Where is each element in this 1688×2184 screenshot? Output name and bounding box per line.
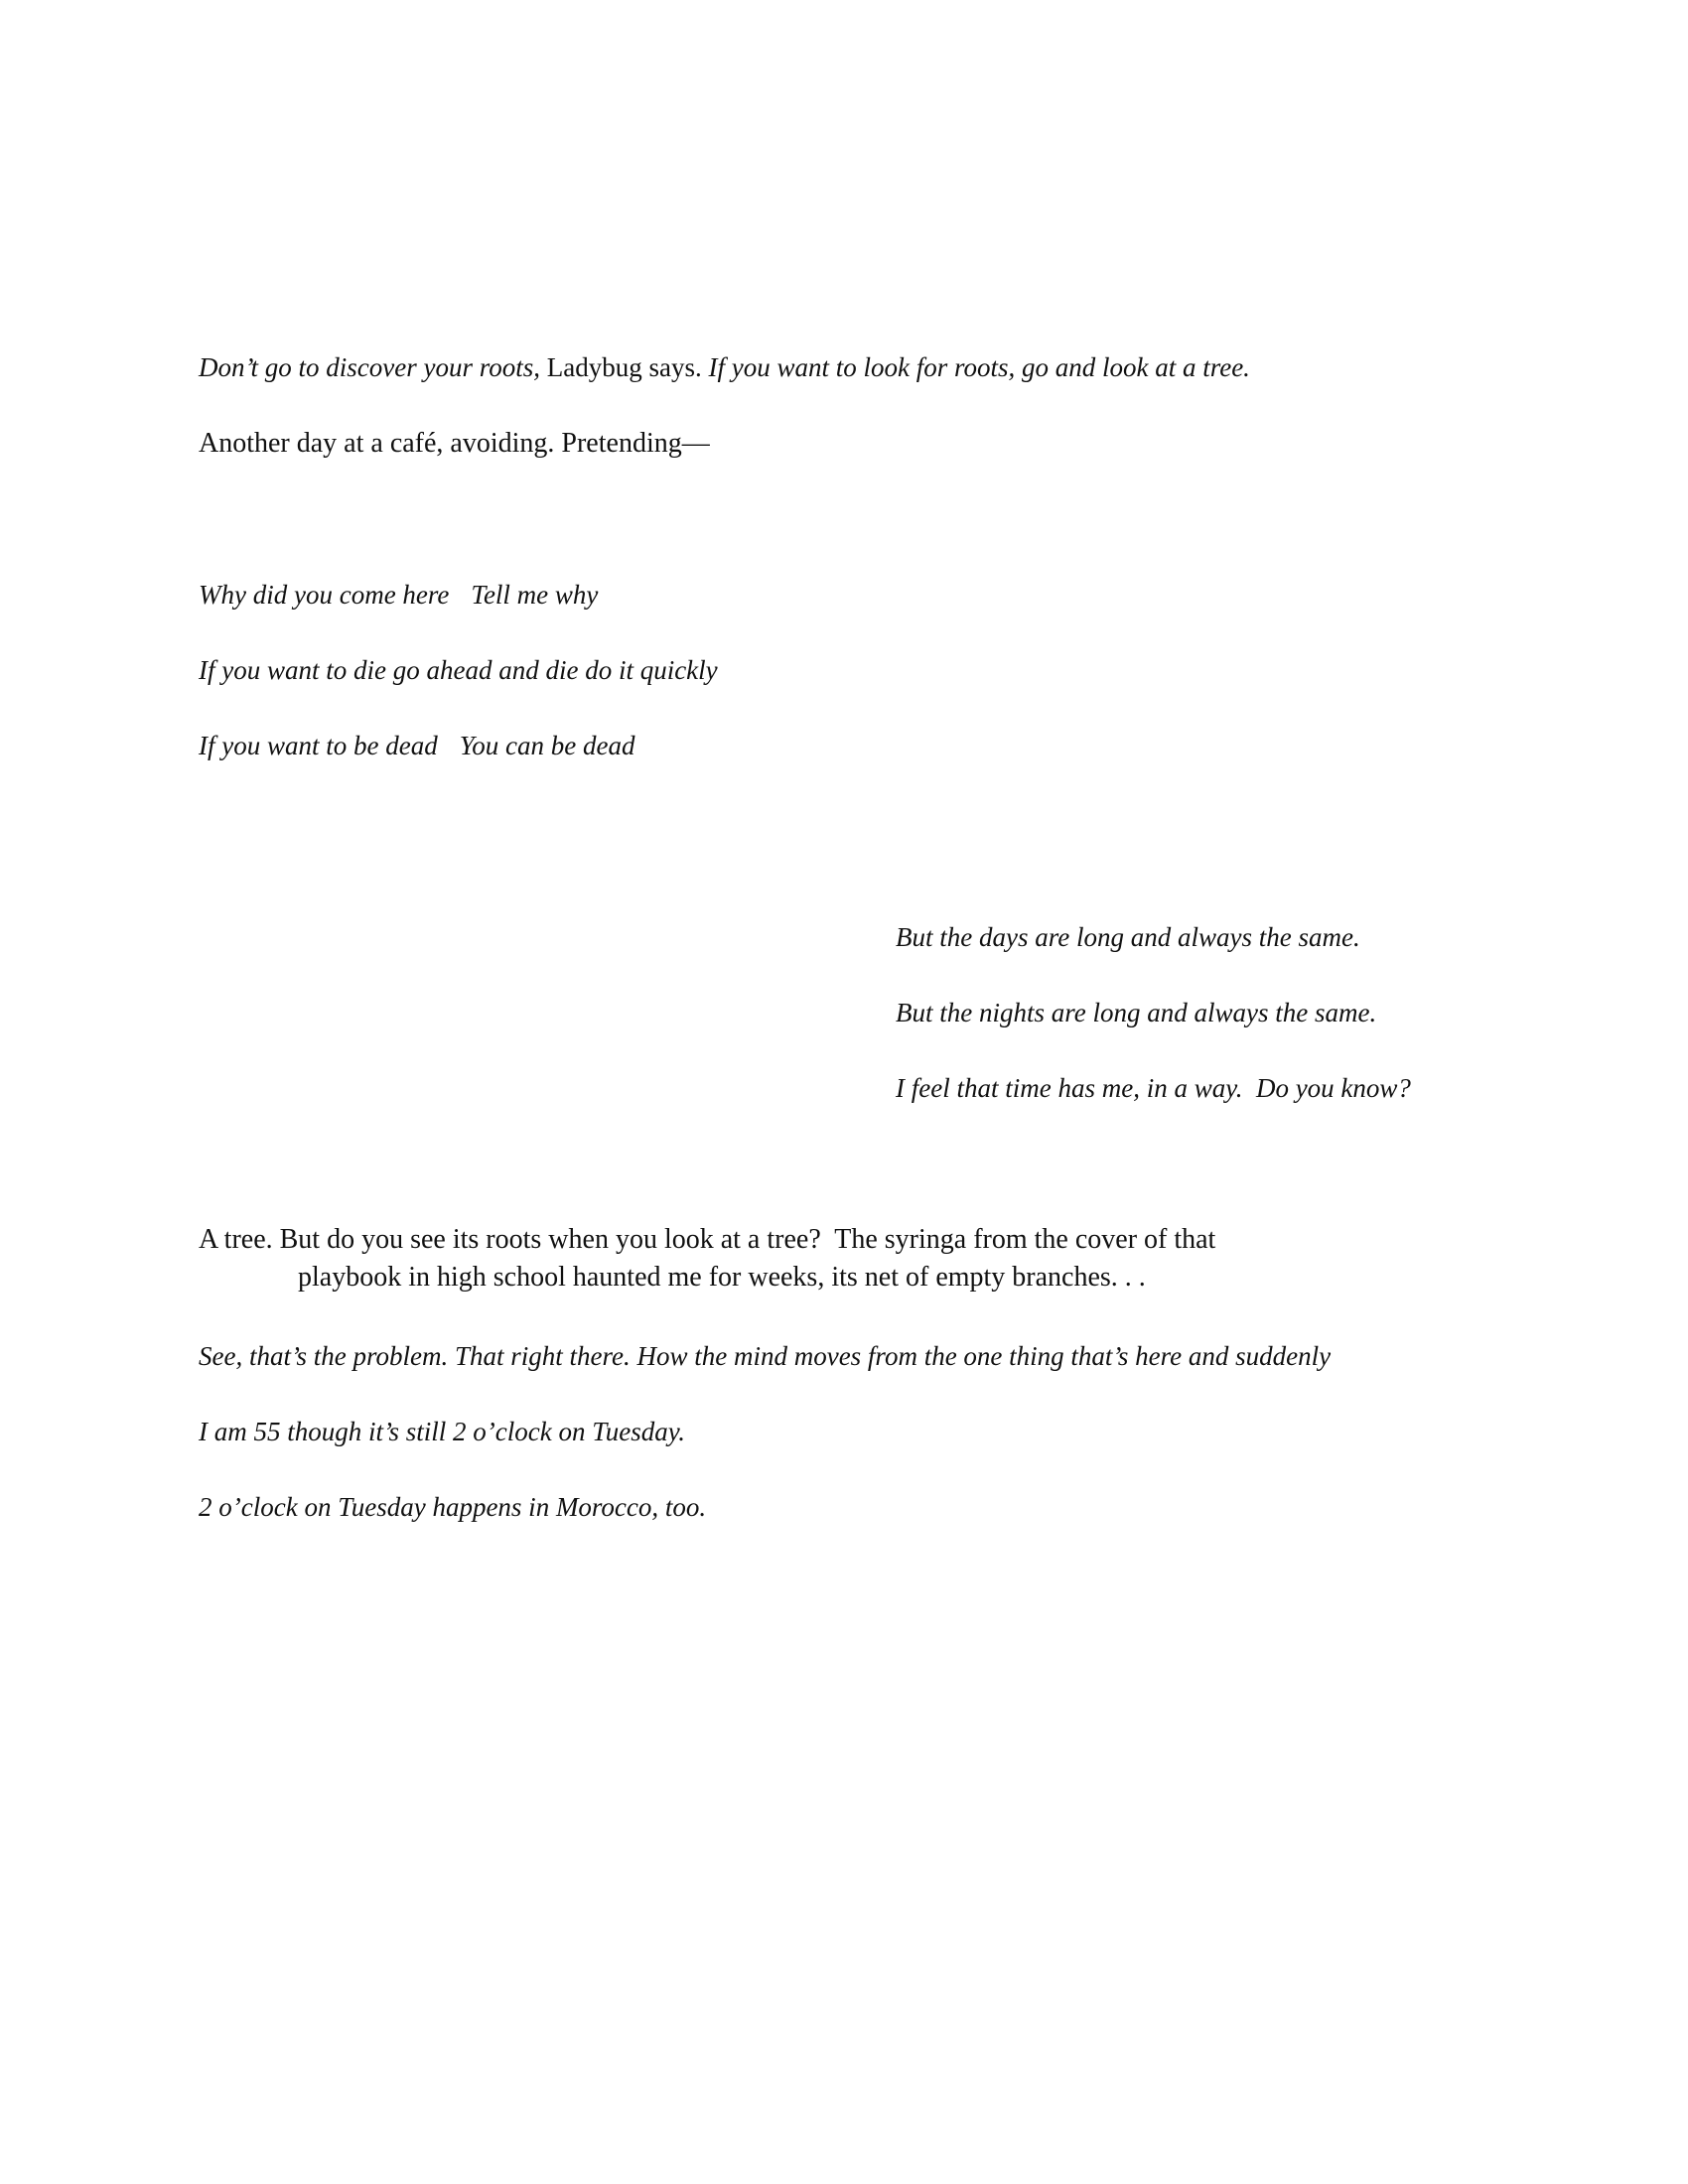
stanza2-line3: I feel that time has me, in a way. Do you know? (896, 1073, 1411, 1103)
stanza2-line2: But the nights are long and always the same. (896, 998, 1377, 1027)
ladybug-quote-line (199, 351, 1250, 383)
stanza1-line1-part-a: Why did you come here (199, 580, 450, 610)
closing-line1: See, that’s the problem. That right there. How the mind moves from the one thing that’s here and suddenly (199, 1341, 1332, 1371)
stanza1-line3-part-a: If you want to be dead (199, 731, 438, 760)
tree-paragraph-line2: playbook in high school haunted me for weeks, its net of empty branches. . . (298, 1262, 1146, 1293)
tree-paragraph-line1: A tree. But do you see its roots when you look at a tree? The syringa from the cover of that (199, 1224, 1216, 1255)
quote-attribution: Ladybug says. (546, 352, 709, 382)
stanza1-line3-part-b: You can be dead (459, 731, 635, 760)
cafe-line: Another day at a café, avoiding. Pretending— (199, 428, 710, 459)
stanza1-line1 (199, 579, 598, 611)
stanza1-line1-part-b: Tell me why (471, 580, 599, 610)
closing-line3: 2 o’clock on Tuesday happens in Morocco, too. (199, 1492, 707, 1522)
closing-line2: I am 55 though it’s still 2 o’clock on Tuesday. (199, 1417, 685, 1446)
quote-italic-end: If you want to look for roots, go and look at a tree. (708, 352, 1250, 382)
stanza2-line1: But the days are long and always the same. (896, 922, 1360, 952)
quote-italic-start: Don’t go to discover your roots, (199, 352, 547, 382)
stanza1-line3 (199, 730, 634, 761)
stanza1-line2: If you want to die go ahead and die do it quickly (199, 655, 718, 685)
